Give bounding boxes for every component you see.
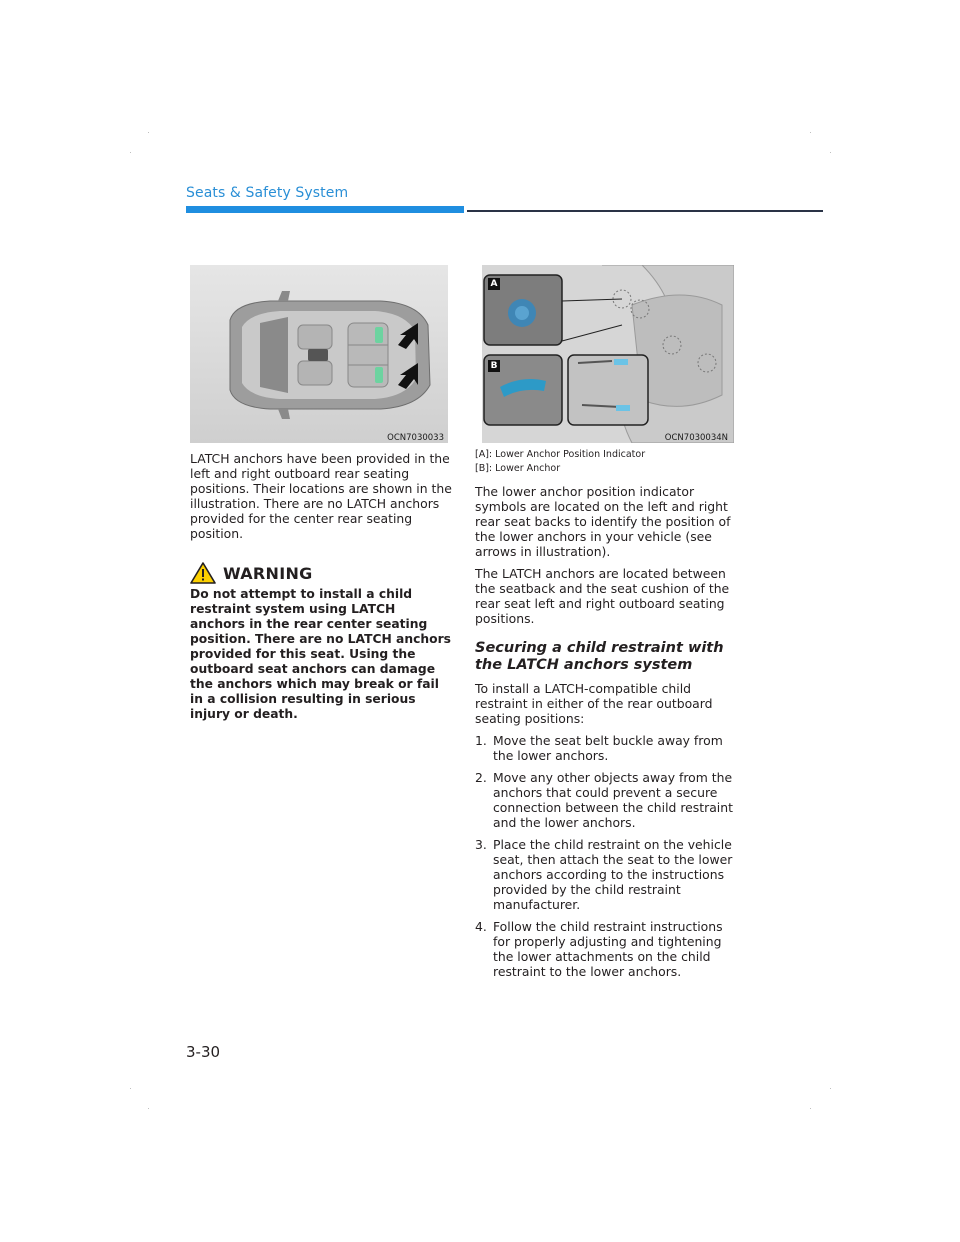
warning-label: WARNING xyxy=(223,563,313,583)
warning-text: Do not attempt to install a child restraint system using LATCH anchors in the rear center seating position. There are no LATCH anchors provided for this seat. Using the outboard seat anchors can damage the anchors which may break or fail in a collision resulting in serious injury or death. xyxy=(190,587,451,721)
left-column xyxy=(190,451,452,541)
page-number: 3-30 xyxy=(186,1043,221,1061)
step-text: Place the child restraint on the vehicle seat, then attach the seat to the lower anchors according to the instructions provided by the child restraint manufacturer. xyxy=(493,837,733,912)
figure-label-a: A xyxy=(488,278,500,290)
right-column xyxy=(475,448,737,986)
figure-anchor-detail xyxy=(482,265,734,443)
list-item xyxy=(475,770,737,830)
intro-paragraph: LATCH anchors have been provided in the left and right outboard rear seating positions. Their locations are shown in the illustration. There are no LATCH anchors provided for the center rear seating position. xyxy=(190,451,452,541)
crop-mark xyxy=(148,132,149,133)
crop-mark xyxy=(148,1108,149,1109)
caption-a: [A]: Lower Anchor Position Indicator xyxy=(475,449,646,460)
step-text: Move any other objects away from the anchors that could prevent a secure connection between the child restraint and the lower anchors. xyxy=(493,770,733,830)
anchor-detail-illustration xyxy=(482,265,734,443)
section-subheading: Securing a child restraint with the LATCH anchors system xyxy=(475,640,724,673)
figure-car-top-view xyxy=(190,265,448,443)
car-top-view-illustration xyxy=(190,265,448,443)
list-item xyxy=(475,733,737,763)
crop-mark xyxy=(810,132,811,133)
list-item xyxy=(475,919,737,979)
step-number: 2. xyxy=(475,770,487,785)
crop-mark xyxy=(130,1088,131,1089)
figure-code: OCN7030034N xyxy=(664,433,728,443)
figure-code: OCN7030033 xyxy=(387,433,444,443)
section-title: Seats & Safety System xyxy=(186,185,349,201)
anchor-location-paragraph: The LATCH anchors are located between the seatback and the seat cushion of the rear seat left and right outboard seating positions. xyxy=(475,566,730,626)
caption-b: [B]: Lower Anchor xyxy=(475,463,561,474)
header-rule-accent xyxy=(186,206,464,213)
install-intro-paragraph: To install a LATCH-compatible child restraint in either of the rear outboard seating positions: xyxy=(475,681,713,726)
anchor-indicator-paragraph: The lower anchor position indicator symbols are located on the left and right rear seat backs to identify the position of the lower anchors in your vehicle (see arrows in illustration). xyxy=(475,484,731,559)
step-number: 4. xyxy=(475,919,487,934)
step-number: 1. xyxy=(475,733,487,748)
step-number: 3. xyxy=(475,837,487,852)
list-item xyxy=(475,837,737,912)
header-rule xyxy=(467,210,823,212)
crop-mark xyxy=(830,152,831,153)
warning-triangle-icon xyxy=(190,562,216,584)
crop-mark xyxy=(130,152,131,153)
crop-mark xyxy=(830,1088,831,1089)
warning-heading xyxy=(190,562,313,584)
step-text: Follow the child restraint instructions for properly adjusting and tightening the lower attachments on the child restraint to the lower anchors. xyxy=(493,919,723,979)
step-text: Move the seat belt buckle away from the lower anchors. xyxy=(493,733,723,763)
crop-mark xyxy=(810,1108,811,1109)
install-steps-list xyxy=(475,733,737,979)
figure-label-b: B xyxy=(488,360,500,372)
